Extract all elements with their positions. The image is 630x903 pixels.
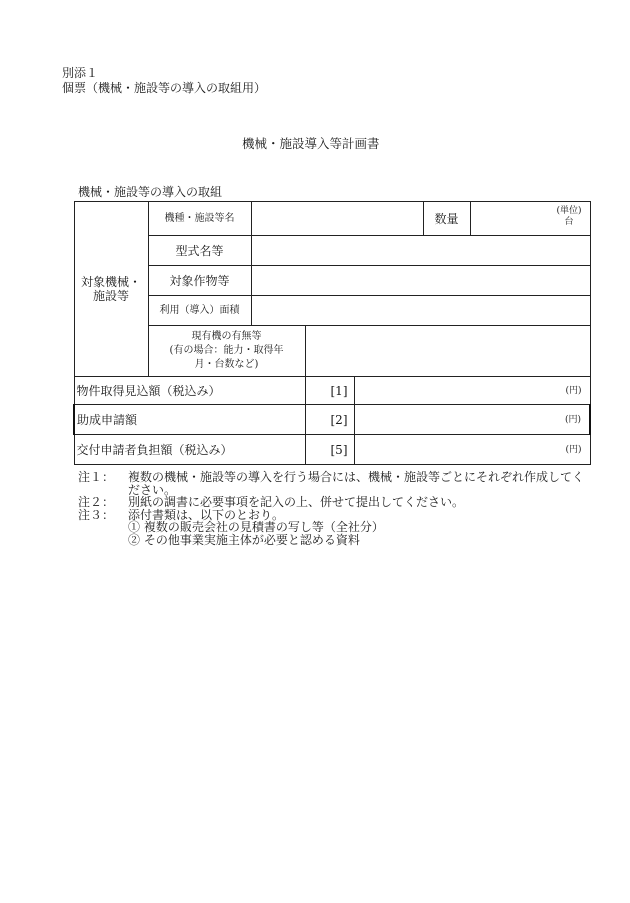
note-item: 注３： 添付書類は、以下のとおり。 <box>78 507 285 522</box>
plan-table <box>73 201 591 465</box>
attachment-item: ① 複数の販売会社の見積書の写し等（全社分） <box>128 520 384 534</box>
quantity-field[interactable] <box>470 202 590 236</box>
quantity-label: 数量 <box>423 202 470 236</box>
document-title: 機械・施設導入等計画書 <box>242 136 380 151</box>
target-equipment-label: 対象機械・ 施設等 <box>74 202 148 377</box>
form-name: 個票（機械・施設等の導入の取組用） <box>62 81 267 95</box>
subsidy-amount-label: 助成申請額 <box>74 405 305 435</box>
applicant-burden-field[interactable]: (円) <box>354 435 590 465</box>
equipment-name-label: 機種・施設等名 <box>148 202 251 236</box>
model-field[interactable] <box>251 236 590 266</box>
area-label: 利用（導入）面積 <box>148 296 251 326</box>
notes <box>78 471 590 546</box>
applicant-burden-label: 交付申請者負担額（税込み） <box>74 435 305 465</box>
crop-label: 対象作物等 <box>148 266 251 296</box>
attachment-item: ② その他事業実施主体が必要と認める資料 <box>128 532 360 547</box>
equipment-name-field[interactable] <box>251 202 423 236</box>
existing-equipment-label: 現有機の有無等 (有の場合：能力・取得年 月・台数など) <box>148 326 305 377</box>
crop-field[interactable] <box>251 266 590 296</box>
subsidy-amount-field[interactable]: (円) <box>354 405 590 435</box>
existing-equipment-field[interactable] <box>305 326 590 377</box>
unit-label: (単位) 台 <box>556 206 582 227</box>
attachment-number: 別添１ <box>62 66 99 80</box>
area-field[interactable] <box>251 296 590 326</box>
applicant-burden-ref: [5] <box>305 435 354 465</box>
acquisition-amount-label: 物件取得見込額（税込み） <box>74 377 305 405</box>
section-title: 機械・施設等の導入の取組 <box>78 185 223 199</box>
subsidy-amount-ref: [2] <box>305 405 354 435</box>
model-label: 型式名等 <box>148 236 251 266</box>
acquisition-amount-ref: [1] <box>305 377 354 405</box>
note-item: 注２： 別紙の調書に必要事項を記入の上、併せて提出してください。 <box>78 495 465 509</box>
acquisition-amount-field[interactable]: (円) <box>354 377 590 405</box>
note-item: 注１： 複数の機械・施設等の導入を行う場合には、機械・施設等ごとにそれぞれ作成してください。 <box>78 470 585 497</box>
